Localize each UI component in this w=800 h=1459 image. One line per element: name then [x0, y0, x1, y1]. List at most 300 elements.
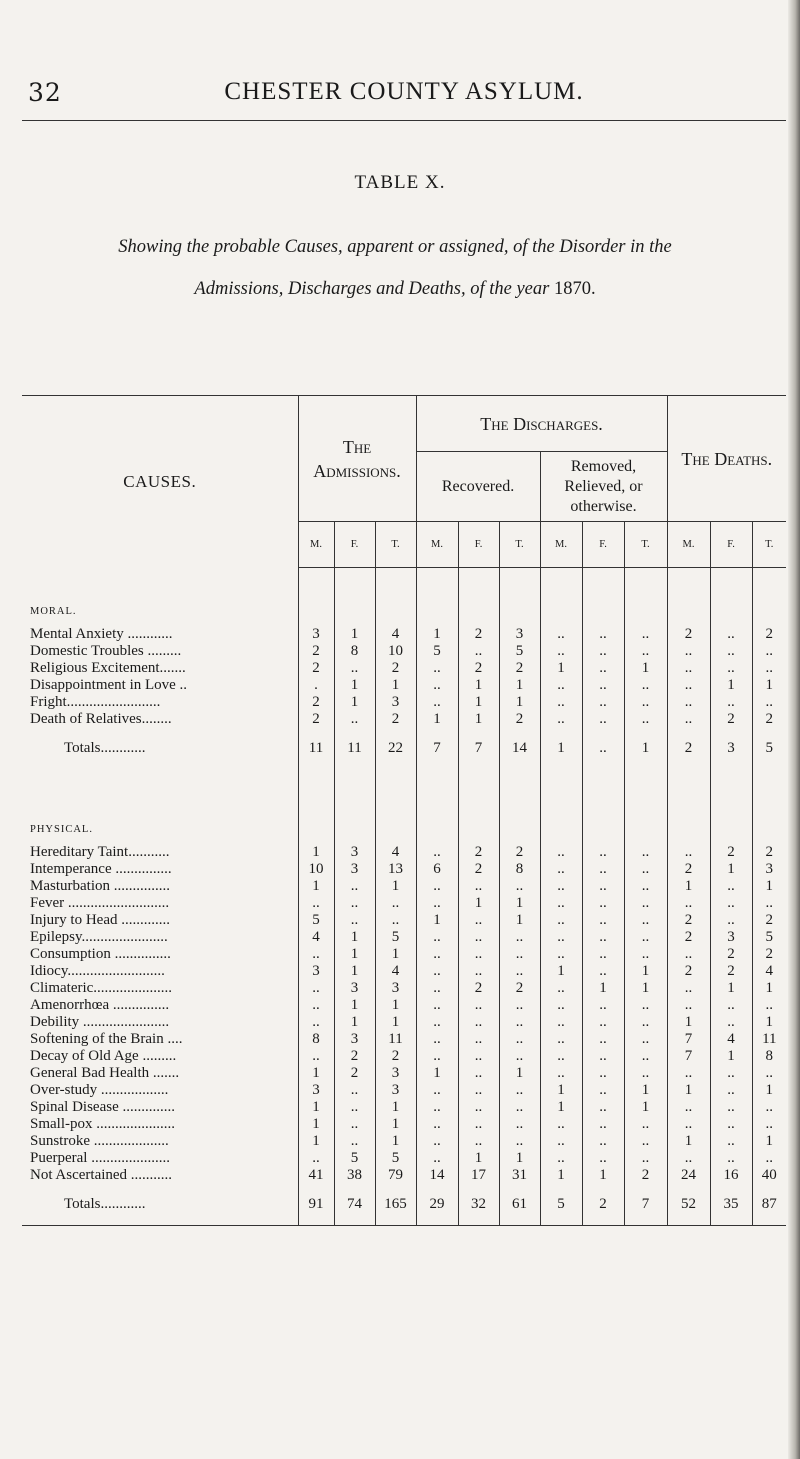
value-cell: 1	[298, 1065, 334, 1082]
value-cell: 2	[710, 844, 752, 861]
causes-table	[22, 395, 786, 1226]
value-cell: 1	[375, 997, 416, 1014]
value-cell: ..	[582, 1099, 624, 1116]
value-cell: 1	[499, 895, 540, 912]
value-cell: ..	[752, 660, 786, 677]
value-cell: ..	[458, 1082, 499, 1099]
value-cell: ..	[582, 1133, 624, 1150]
value-cell: 2	[752, 626, 786, 643]
value-cell: 1	[375, 1133, 416, 1150]
value-cell: ..	[582, 1031, 624, 1048]
empty-cell	[710, 568, 752, 626]
value-cell: ..	[582, 1082, 624, 1099]
total-value-cell: 87	[752, 1184, 786, 1226]
value-cell: ..	[298, 1014, 334, 1031]
value-cell: 1	[334, 929, 375, 946]
value-cell: ..	[416, 660, 458, 677]
value-cell: 5	[375, 1150, 416, 1167]
cause-label: Climateric.....................	[30, 979, 173, 996]
value-cell: 1	[375, 677, 416, 694]
value-cell: 2	[710, 711, 752, 728]
value-cell: 11	[375, 1031, 416, 1048]
value-cell: 3	[710, 929, 752, 946]
value-cell: ..	[499, 1082, 540, 1099]
header-m: M.	[667, 522, 710, 568]
table-row	[22, 1150, 786, 1167]
cause-label: Consumption ...............	[30, 945, 171, 962]
value-cell: 2	[298, 660, 334, 677]
table-row	[22, 1082, 786, 1099]
value-cell: 4	[375, 963, 416, 980]
section-header-row	[22, 770, 786, 844]
value-cell: 1	[710, 677, 752, 694]
value-cell: 2	[624, 1167, 667, 1184]
value-cell: 2	[667, 963, 710, 980]
value-cell: 2	[298, 711, 334, 728]
value-cell: ..	[624, 626, 667, 643]
value-cell: 2	[752, 946, 786, 963]
value-cell: ..	[667, 997, 710, 1014]
value-cell: ..	[582, 861, 624, 878]
caption-line-2-text: Admissions, Discharges and Deaths, of the year	[194, 279, 550, 299]
cause-label: Domestic Troubles .........	[30, 642, 182, 659]
total-value-cell: 2	[667, 728, 710, 770]
value-cell: 1	[667, 1133, 710, 1150]
empty-cell	[667, 568, 710, 626]
value-cell: 1	[752, 677, 786, 694]
value-cell: ..	[458, 929, 499, 946]
value-cell: ..	[624, 1031, 667, 1048]
value-cell: 1	[582, 1167, 624, 1184]
page-header	[22, 78, 786, 116]
value-cell: ..	[710, 1150, 752, 1167]
value-cell: 1	[334, 1014, 375, 1031]
table-row	[22, 1116, 786, 1133]
total-value-cell: 11	[298, 728, 334, 770]
value-cell: ..	[334, 912, 375, 929]
table-row	[22, 963, 786, 980]
value-cell: ..	[667, 694, 710, 711]
value-cell: 1	[752, 980, 786, 997]
value-cell: ..	[540, 912, 582, 929]
value-cell: ..	[334, 1133, 375, 1150]
value-cell: 1	[416, 626, 458, 643]
value-cell: ..	[667, 1065, 710, 1082]
value-cell: ..	[458, 997, 499, 1014]
value-cell: 1	[458, 694, 499, 711]
cause-label: General Bad Health .......	[30, 1064, 180, 1081]
value-cell: 1	[540, 1167, 582, 1184]
table-row	[22, 643, 786, 660]
value-cell: 2	[298, 643, 334, 660]
value-cell: ..	[667, 1099, 710, 1116]
value-cell: ..	[499, 1133, 540, 1150]
value-cell: ..	[416, 677, 458, 694]
value-cell: 2	[499, 660, 540, 677]
value-cell: ..	[752, 1099, 786, 1116]
value-cell: 11	[752, 1031, 786, 1048]
value-cell: 3	[375, 980, 416, 997]
value-cell: ..	[298, 1048, 334, 1065]
cause-label: Masturbation ...............	[30, 877, 170, 894]
value-cell: 1	[458, 711, 499, 728]
empty-cell	[298, 770, 334, 844]
value-cell: 1	[375, 946, 416, 963]
total-value-cell: ..	[582, 728, 624, 770]
value-cell: ..	[416, 997, 458, 1014]
table-row	[22, 844, 786, 861]
value-cell: ..	[540, 1065, 582, 1082]
caption-year: 1870.	[553, 279, 596, 299]
total-value-cell: 3	[710, 728, 752, 770]
value-cell: 2	[499, 980, 540, 997]
value-cell: ..	[624, 895, 667, 912]
value-cell: 2	[458, 626, 499, 643]
value-cell: ..	[540, 643, 582, 660]
value-cell: ..	[582, 929, 624, 946]
value-cell: ..	[624, 997, 667, 1014]
value-cell: ..	[298, 980, 334, 997]
value-cell: 1	[540, 660, 582, 677]
table-row	[22, 980, 786, 997]
table-row	[22, 946, 786, 963]
value-cell: 1	[624, 1082, 667, 1099]
cause-label: Amenorrhœa ...............	[30, 996, 170, 1013]
caption-line-2	[30, 268, 760, 310]
value-cell: 1	[334, 677, 375, 694]
total-value-cell: 2	[582, 1184, 624, 1226]
value-cell: ..	[458, 912, 499, 929]
empty-cell	[298, 568, 334, 626]
value-cell: 41	[298, 1167, 334, 1184]
empty-cell	[334, 770, 375, 844]
value-cell: ..	[624, 1014, 667, 1031]
value-cell: 2	[499, 711, 540, 728]
value-cell: ..	[710, 660, 752, 677]
value-cell: 2	[334, 1065, 375, 1082]
value-cell: 5	[752, 929, 786, 946]
cause-label: Epilepsy.......................	[30, 928, 168, 945]
value-cell: 1	[416, 711, 458, 728]
value-cell: ..	[416, 1116, 458, 1133]
value-cell: 3	[298, 963, 334, 980]
totals-label: Totals............	[22, 1184, 298, 1226]
header-t: T.	[624, 522, 667, 568]
value-cell: ..	[667, 1150, 710, 1167]
value-cell: 1	[458, 895, 499, 912]
value-cell: 8	[334, 643, 375, 660]
value-cell: .	[298, 677, 334, 694]
value-cell: 1	[540, 963, 582, 980]
empty-cell	[752, 770, 786, 844]
value-cell: ..	[667, 643, 710, 660]
value-cell: ..	[752, 997, 786, 1014]
value-cell: ..	[624, 861, 667, 878]
value-cell: ..	[710, 1133, 752, 1150]
cause-label: Injury to Head .............	[30, 911, 170, 928]
cause-label: Mental Anxiety ............	[30, 625, 173, 642]
value-cell: ..	[298, 997, 334, 1014]
value-cell: 1	[752, 1133, 786, 1150]
value-cell: ..	[416, 1099, 458, 1116]
value-cell: ..	[624, 1150, 667, 1167]
value-cell: 2	[375, 660, 416, 677]
value-cell: ..	[582, 963, 624, 980]
value-cell: ..	[582, 643, 624, 660]
value-cell: ..	[298, 1150, 334, 1167]
total-value-cell: 1	[540, 728, 582, 770]
value-cell: 3	[298, 1082, 334, 1099]
value-cell: ..	[334, 1082, 375, 1099]
value-cell: 8	[752, 1048, 786, 1065]
value-cell: ..	[499, 1014, 540, 1031]
table-row	[22, 626, 786, 643]
table-row	[22, 660, 786, 677]
value-cell: ..	[710, 694, 752, 711]
value-cell: 5	[298, 912, 334, 929]
value-cell: ..	[458, 878, 499, 895]
empty-cell	[458, 568, 499, 626]
value-cell: ..	[458, 643, 499, 660]
value-cell: 2	[667, 626, 710, 643]
cause-label: Fright.........................	[30, 693, 161, 710]
value-cell: ..	[458, 1065, 499, 1082]
empty-cell	[540, 770, 582, 844]
value-cell: ..	[710, 1116, 752, 1133]
value-cell: 1	[416, 1065, 458, 1082]
header-recovered: Recovered.	[416, 452, 540, 522]
value-cell: ..	[667, 946, 710, 963]
value-cell: ..	[582, 1116, 624, 1133]
value-cell: 1	[752, 878, 786, 895]
value-cell: 1	[667, 1082, 710, 1099]
value-cell: 1	[710, 1048, 752, 1065]
value-cell: 3	[334, 980, 375, 997]
value-cell: ..	[582, 677, 624, 694]
header-f: F.	[458, 522, 499, 568]
table-row	[22, 1048, 786, 1065]
empty-cell	[499, 770, 540, 844]
value-cell: ..	[540, 878, 582, 895]
value-cell: 3	[298, 626, 334, 643]
value-cell: ..	[582, 1014, 624, 1031]
value-cell: ..	[582, 694, 624, 711]
empty-cell	[375, 568, 416, 626]
value-cell: ..	[540, 997, 582, 1014]
empty-cell	[624, 568, 667, 626]
value-cell: ..	[710, 1082, 752, 1099]
value-cell: ..	[540, 677, 582, 694]
value-cell: ..	[582, 844, 624, 861]
value-cell: ..	[416, 694, 458, 711]
value-cell: ..	[499, 929, 540, 946]
running-head: CHESTER COUNTY ASYLUM.	[224, 78, 584, 105]
value-cell: ..	[416, 844, 458, 861]
value-cell: 1	[375, 878, 416, 895]
value-cell: 4	[710, 1031, 752, 1048]
value-cell: ..	[416, 1133, 458, 1150]
value-cell: 3	[375, 1065, 416, 1082]
total-value-cell: 61	[499, 1184, 540, 1226]
value-cell: 2	[710, 963, 752, 980]
value-cell: 1	[752, 1014, 786, 1031]
value-cell: ..	[710, 643, 752, 660]
value-cell: ..	[667, 1116, 710, 1133]
value-cell: 1	[752, 1082, 786, 1099]
value-cell: ..	[624, 1048, 667, 1065]
value-cell: 8	[499, 861, 540, 878]
header-f: F.	[582, 522, 624, 568]
value-cell: 1	[582, 980, 624, 997]
value-cell: 5	[375, 929, 416, 946]
value-cell: ..	[540, 946, 582, 963]
value-cell: 7	[667, 1048, 710, 1065]
value-cell: 7	[667, 1031, 710, 1048]
empty-cell	[416, 770, 458, 844]
empty-cell	[499, 568, 540, 626]
value-cell: 2	[667, 912, 710, 929]
value-cell: 3	[334, 1031, 375, 1048]
total-value-cell: 74	[334, 1184, 375, 1226]
value-cell: 2	[710, 946, 752, 963]
value-cell: ..	[582, 1065, 624, 1082]
value-cell: ..	[582, 895, 624, 912]
table-row	[22, 912, 786, 929]
value-cell: ..	[667, 844, 710, 861]
value-cell: 1	[624, 980, 667, 997]
cause-label: Intemperance ...............	[30, 860, 172, 877]
value-cell: ..	[624, 929, 667, 946]
value-cell: ..	[624, 677, 667, 694]
empty-cell	[667, 770, 710, 844]
value-cell: ..	[458, 1014, 499, 1031]
table-row	[22, 878, 786, 895]
header-f: F.	[710, 522, 752, 568]
value-cell: ..	[458, 1048, 499, 1065]
empty-cell	[375, 770, 416, 844]
header-deaths: The Deaths.	[667, 396, 786, 522]
empty-cell	[458, 770, 499, 844]
section-label: MORAL.	[30, 605, 77, 617]
cause-label: Death of Relatives........	[30, 710, 172, 727]
cause-label: Disappointment in Love ..	[30, 676, 188, 693]
value-cell: ..	[375, 895, 416, 912]
value-cell: 2	[334, 1048, 375, 1065]
value-cell: ..	[582, 878, 624, 895]
value-cell: 24	[667, 1167, 710, 1184]
value-cell: ..	[624, 1133, 667, 1150]
value-cell: ..	[624, 1116, 667, 1133]
value-cell: ..	[499, 946, 540, 963]
table-row	[22, 929, 786, 946]
value-cell: 2	[375, 711, 416, 728]
value-cell: ..	[499, 878, 540, 895]
value-cell: 4	[752, 963, 786, 980]
empty-cell	[582, 568, 624, 626]
value-cell: ..	[499, 1048, 540, 1065]
value-cell: ..	[667, 711, 710, 728]
value-cell: ..	[458, 1031, 499, 1048]
cause-label: Over-study ..................	[30, 1081, 169, 1098]
cause-label: Spinal Disease ..............	[30, 1098, 175, 1115]
value-cell: ..	[416, 946, 458, 963]
value-cell: 4	[375, 626, 416, 643]
value-cell: ..	[582, 946, 624, 963]
value-cell: ..	[540, 844, 582, 861]
value-cell: 2	[375, 1048, 416, 1065]
cause-label: Religious Excitement.......	[30, 659, 186, 676]
caption-line-1: Showing the probable Causes, apparent or assigned, of the Disorder in the	[118, 237, 672, 257]
total-value-cell: 91	[298, 1184, 334, 1226]
header-t: T.	[752, 522, 786, 568]
table-row	[22, 1167, 786, 1184]
header-rule	[22, 120, 786, 121]
value-cell: ..	[499, 1099, 540, 1116]
value-cell: ..	[416, 963, 458, 980]
header-f: F.	[334, 522, 375, 568]
value-cell: ..	[499, 997, 540, 1014]
value-cell: ..	[582, 711, 624, 728]
value-cell: ..	[416, 929, 458, 946]
value-cell: 1	[334, 963, 375, 980]
value-cell: ..	[334, 895, 375, 912]
value-cell: 1	[710, 861, 752, 878]
value-cell: 1	[499, 677, 540, 694]
value-cell: ..	[540, 694, 582, 711]
page-number: 32	[28, 78, 62, 107]
value-cell: ..	[667, 677, 710, 694]
value-cell: 2	[458, 980, 499, 997]
value-cell: ..	[710, 1099, 752, 1116]
value-cell: 4	[375, 844, 416, 861]
value-cell: ..	[334, 660, 375, 677]
value-cell: 1	[334, 946, 375, 963]
total-value-cell: 32	[458, 1184, 499, 1226]
value-cell: ..	[540, 1116, 582, 1133]
empty-cell	[710, 770, 752, 844]
value-cell: 2	[752, 912, 786, 929]
value-cell: 1	[540, 1082, 582, 1099]
value-cell: 1	[499, 694, 540, 711]
value-cell: 2	[298, 694, 334, 711]
value-cell: ..	[624, 912, 667, 929]
empty-cell	[624, 770, 667, 844]
value-cell: ..	[624, 694, 667, 711]
table-title: TABLE X.	[354, 172, 446, 193]
value-cell: 1	[499, 1150, 540, 1167]
table-row	[22, 861, 786, 878]
value-cell: ..	[499, 963, 540, 980]
value-cell: 1	[540, 1099, 582, 1116]
total-value-cell: 165	[375, 1184, 416, 1226]
value-cell: ..	[416, 1082, 458, 1099]
cause-label: Not Ascertained ...........	[30, 1166, 173, 1183]
value-cell: 2	[458, 861, 499, 878]
value-cell: ..	[710, 997, 752, 1014]
value-cell: 1	[624, 1099, 667, 1116]
value-cell: ..	[624, 844, 667, 861]
value-cell: ..	[624, 643, 667, 660]
value-cell: ..	[624, 878, 667, 895]
total-value-cell: 29	[416, 1184, 458, 1226]
value-cell: 40	[752, 1167, 786, 1184]
value-cell: 2	[752, 844, 786, 861]
value-cell: 1	[375, 1099, 416, 1116]
value-cell: ..	[298, 946, 334, 963]
table-row	[22, 1031, 786, 1048]
value-cell: ..	[375, 912, 416, 929]
value-cell: ..	[667, 660, 710, 677]
